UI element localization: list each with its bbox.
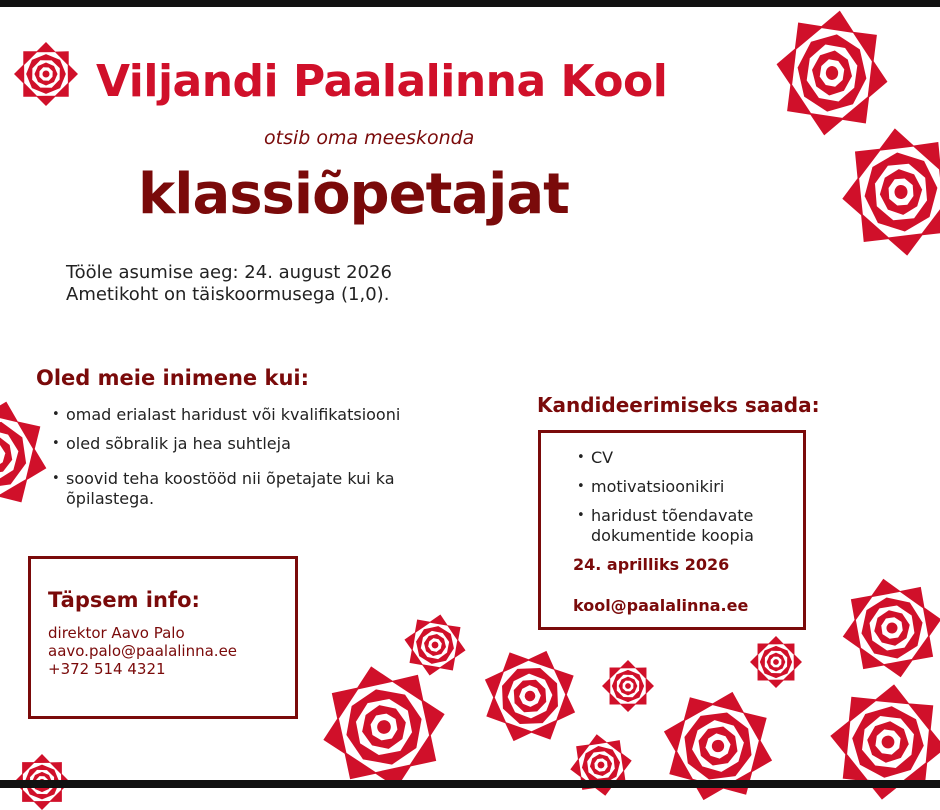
start-date-line: Tööle asumise aeg: 24. august 2026 <box>66 262 392 283</box>
school-name: Viljandi Paalalinna Kool <box>96 56 668 107</box>
rose-ornament-icon <box>482 648 578 744</box>
rose-ornament-icon <box>0 400 48 510</box>
list-item: • haridust tõendavate dokumentide koopia <box>573 506 803 546</box>
list-item: • soovid teha koostööd nii õpetajate kui ka õpilastega. <box>48 469 408 509</box>
application-list <box>573 448 803 555</box>
job-details <box>66 262 392 306</box>
rose-ornament-icon <box>750 636 802 688</box>
application-deadline: 24. aprilliks 2026 <box>573 555 730 574</box>
contact-heading: Täpsem info: <box>48 588 200 612</box>
application-email[interactable]: kool@paalalinna.ee <box>573 596 749 615</box>
requirements-heading: Oled meie inimene kui: <box>36 366 309 390</box>
rose-ornament-icon <box>602 660 654 712</box>
contact-info <box>48 624 237 678</box>
subtitle: otsib oma meeskonda <box>264 127 475 149</box>
list-item: • CV <box>573 448 803 468</box>
rose-ornament-icon <box>842 128 940 256</box>
bottom-border <box>0 780 940 788</box>
position-title: klassiõpetajat <box>138 162 569 227</box>
rose-ornament-icon <box>322 662 446 792</box>
contact-name: direktor Aavo Palo <box>48 624 185 642</box>
rose-ornament-icon <box>842 578 940 678</box>
list-item: • oled sõbralik ja hea suhtleja <box>48 434 408 454</box>
application-heading: Kandideerimiseks saada: <box>537 393 820 417</box>
contact-email[interactable]: aavo.palo@paalalinna.ee <box>48 642 238 660</box>
rose-ornament-icon <box>776 10 888 136</box>
school-logo-icon <box>14 42 78 106</box>
top-border <box>0 0 940 7</box>
requirements-list <box>48 405 408 518</box>
contact-phone[interactable]: +372 514 4321 <box>48 660 166 678</box>
workload-line: Ametikoht on täiskoormusega (1,0). <box>66 284 390 305</box>
list-item: • motivatsioonikiri <box>573 477 803 497</box>
list-item: • omad erialast haridust või kvalifikatsiooni <box>48 405 408 425</box>
